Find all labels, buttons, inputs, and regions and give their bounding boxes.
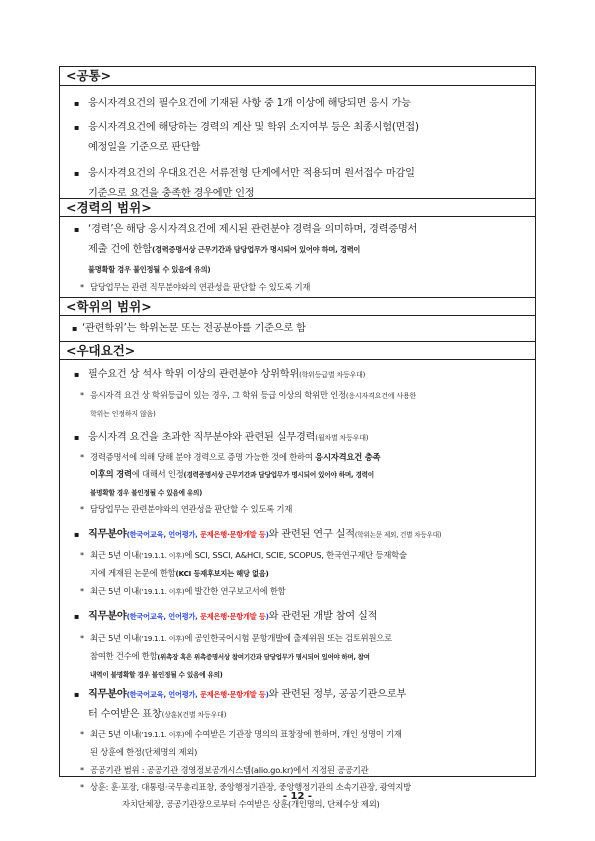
bullet-icon: ▪ — [74, 225, 80, 234]
asterisk-icon: * — [80, 586, 84, 596]
note-item — [80, 279, 311, 296]
note-emphasis: 응시자격요건 충족 — [315, 452, 381, 462]
item-text: 와 관련된 연구 실적 — [268, 529, 355, 540]
note-text: 최근 5년 이내 — [90, 586, 140, 596]
note-text: 에 대해서 인정 — [131, 469, 184, 479]
list-item — [74, 94, 411, 114]
bullet-icon: ▪ — [72, 324, 78, 333]
asterisk-icon: * — [80, 765, 84, 775]
note-text: 최근 5년 이내 — [90, 729, 140, 739]
page-number: - 12 - — [282, 791, 313, 802]
item-highlight: 문제은행·문항개발 등 — [200, 530, 266, 539]
note-text: 담당업무는 관련분야와의 연관성을 판단할 수 있도록 기재 — [90, 504, 293, 514]
item-highlight: (한국어교육, 언어평가, — [126, 690, 201, 699]
item-emphasis: 직무분야 — [88, 529, 127, 540]
item-highlight: ) — [265, 530, 269, 539]
item-text: 제출 건에 한함 — [88, 244, 152, 255]
item-emphasis: (경력증명서상 근무기간과 담당업무가 명시되어 있어야 하며, 경력이 — [151, 245, 361, 254]
list-item — [74, 685, 407, 725]
section-title-career: <경력의 범위> — [60, 198, 535, 217]
note-qualifier: (응시자격요건에 사용한 — [345, 392, 417, 400]
note-text: 에 공인한국어시험 문항개발에 출제위원 또는 검토위원으로 — [184, 633, 392, 643]
note-emphasis: (경력증명서상 근무기간과 담당업무가 명시되어 있어야 하며, 경력이 — [183, 471, 374, 479]
item-text: 응시자격 요건을 초과한 직무분야와 관련된 실무경력 — [88, 432, 316, 443]
section-title-common: <공통> — [60, 67, 535, 86]
note-text: 담당업무는 관련 직무분야와의 연관성을 판단할 수 있도록 기재 — [90, 282, 311, 292]
list-item — [74, 607, 378, 627]
note-text: 에 수여받은 기관장 명의의 표창장에 한하며, 개인 성명이 기재 — [184, 729, 402, 739]
note-text: 참여한 건수에 한함 — [90, 651, 158, 661]
note-text: 된 상훈에 한정(단체명의 제외) — [90, 747, 198, 757]
bullet-icon: ▪ — [74, 123, 80, 132]
bullet-icon: ▪ — [74, 169, 80, 178]
asterisk-icon: * — [80, 550, 84, 560]
note-text: 자치단체장, 공공기관장으로부터 수여받은 상훈(개인명의, 단체수상 제외) — [122, 799, 380, 809]
note-emphasis: 내역이 불명확할 경우 불인정될 수 있음에 유의) — [90, 671, 223, 679]
item-text: ‘관련학위’는 학위논문 또는 전공분야를 기준으로 함 — [82, 323, 306, 334]
bullet-icon: ▪ — [74, 99, 80, 108]
item-text: 필수요건 상 석사 학위 이상의 관련분야 상위학위 — [88, 369, 300, 380]
note-item — [80, 583, 286, 601]
asterisk-icon: * — [80, 729, 84, 739]
note-item — [80, 726, 402, 761]
bullet-icon: ▪ — [74, 433, 80, 442]
item-emphasis: 불명확할 경우 불인정될 수 있음에 유의) — [88, 265, 211, 274]
note-item — [80, 547, 407, 582]
bullet-icon: ▪ — [74, 370, 80, 379]
note-emphasis: 불명확할 경우 불인정될 수 있음에 유의) — [90, 489, 203, 497]
item-highlight: ) — [265, 612, 269, 621]
note-text: 공공기관 범위 : 공공기관 경영정보공개시스템(alio.go.kr)에서 지정된 공공기관 — [90, 765, 369, 775]
note-text: 최근 5년 이내 — [90, 633, 140, 643]
item-text: 응시자격요건의 우대요건은 서류전형 단계에서만 적용되며 원서접수 마감일 — [88, 168, 415, 179]
item-qualifier: (상훈)(건별 차등우대) — [161, 711, 227, 719]
note-emphasis: 이후의 경력 — [90, 469, 132, 479]
item-highlight: (한국어교육, 언어평가, — [126, 612, 201, 621]
note-emphasis: (KCI 등재후보지는 해당 없음) — [175, 569, 269, 578]
item-highlight: 문제은행·문항개발 등 — [200, 690, 266, 699]
item-text: 예정일을 기준으로 판단함 — [88, 142, 201, 153]
asterisk-icon: * — [80, 390, 84, 400]
note-text: 상훈: 훈·포장, 대통령·국무총리표창, 중앙행정기관장, 중앙행정기관의 소속기관장, 광역지방 — [90, 782, 411, 792]
note-qualifier: (‘19.1.1. 이후) — [139, 635, 185, 643]
note-emphasis: (위촉장 혹은 위촉증명서상 참여기간과 담당업무가 명시되어 있어야 하며, 참여 — [157, 653, 370, 661]
bullet-icon: ▪ — [74, 690, 80, 699]
item-qualifier: (월차별 차등우대) — [315, 434, 369, 442]
asterisk-icon: * — [80, 633, 84, 643]
note-item — [80, 387, 417, 423]
note-qualifier: (‘19.1.1. 이후) — [139, 588, 185, 596]
item-text: 터 수여받은 표창 — [88, 709, 162, 720]
item-qualifier: (학위등급별 차등우대) — [299, 371, 366, 379]
note-qualifier: (‘19.1.1. 이후) — [139, 552, 185, 560]
section-title-degree: <학위의 범위> — [60, 297, 535, 316]
item-text: ‘경력’은 해당 응시자격요건에 제시된 관련분야 경력을 의미하며, 경력증명서 — [88, 224, 418, 235]
item-text: 기준으로 요건을 충족한 경우에만 인정 — [88, 188, 255, 199]
note-qualifier: 학위는 인정하지 않음) — [90, 410, 156, 418]
section-title-preferred: <우대요건> — [60, 341, 535, 360]
item-highlight: 문제은행·문항개발 등 — [200, 612, 266, 621]
item-emphasis: 직무분야 — [88, 689, 127, 700]
note-text: 경력증명서에 의해 당해 분야 경력으로 증명 가능한 것에 한하여 — [90, 452, 316, 462]
asterisk-icon: * — [80, 504, 84, 514]
list-item — [74, 365, 366, 385]
note-item — [80, 630, 392, 684]
item-highlight: ) — [265, 690, 269, 699]
item-text: 응시자격요건의 필수요건에 기재된 사항 중 1개 이상에 해당되면 응시 가능 — [88, 98, 411, 109]
list-item — [74, 525, 442, 545]
note-text: 지에 게재된 논문에 한함 — [90, 568, 176, 578]
asterisk-icon: * — [80, 782, 84, 792]
bullet-icon: ▪ — [74, 612, 80, 621]
note-item — [80, 501, 293, 518]
item-text: 와 관련된 개발 참여 실적 — [268, 611, 378, 622]
note-text: 응시자격 요건 상 학위등급이 있는 경우, 그 학위 등급 이상의 학위만 인정 — [90, 390, 346, 400]
bullet-icon: ▪ — [74, 530, 80, 539]
note-text: 에 SCI, SSCI, A&HCI, SCIE, SCOPUS, 한국연구재단 등재학술 — [184, 550, 407, 560]
item-emphasis: 직무분야 — [88, 611, 127, 622]
list-item — [74, 428, 369, 448]
note-item — [80, 449, 381, 502]
note-text: 에 발간한 연구보고서에 한함 — [184, 586, 286, 596]
list-item — [74, 220, 418, 280]
item-highlight: (한국어교육, 언어평가, — [126, 530, 201, 539]
asterisk-icon: * — [80, 452, 84, 462]
list-item — [72, 319, 306, 339]
note-item — [80, 762, 369, 779]
asterisk-icon: * — [80, 282, 84, 292]
note-text: 최근 5년 이내 — [90, 550, 140, 560]
item-qualifier: (학위논문 제외, 건별 차등우대) — [354, 531, 442, 539]
item-text: 와 관련된 정부, 공공기관으로부 — [268, 689, 407, 700]
list-item — [74, 118, 419, 158]
item-text: 응시자격요건에 해당하는 경력의 계산 및 학위 소지여부 등은 최종시험(면접) — [88, 122, 419, 133]
note-qualifier: (‘19.1.1. 이후) — [139, 731, 185, 739]
